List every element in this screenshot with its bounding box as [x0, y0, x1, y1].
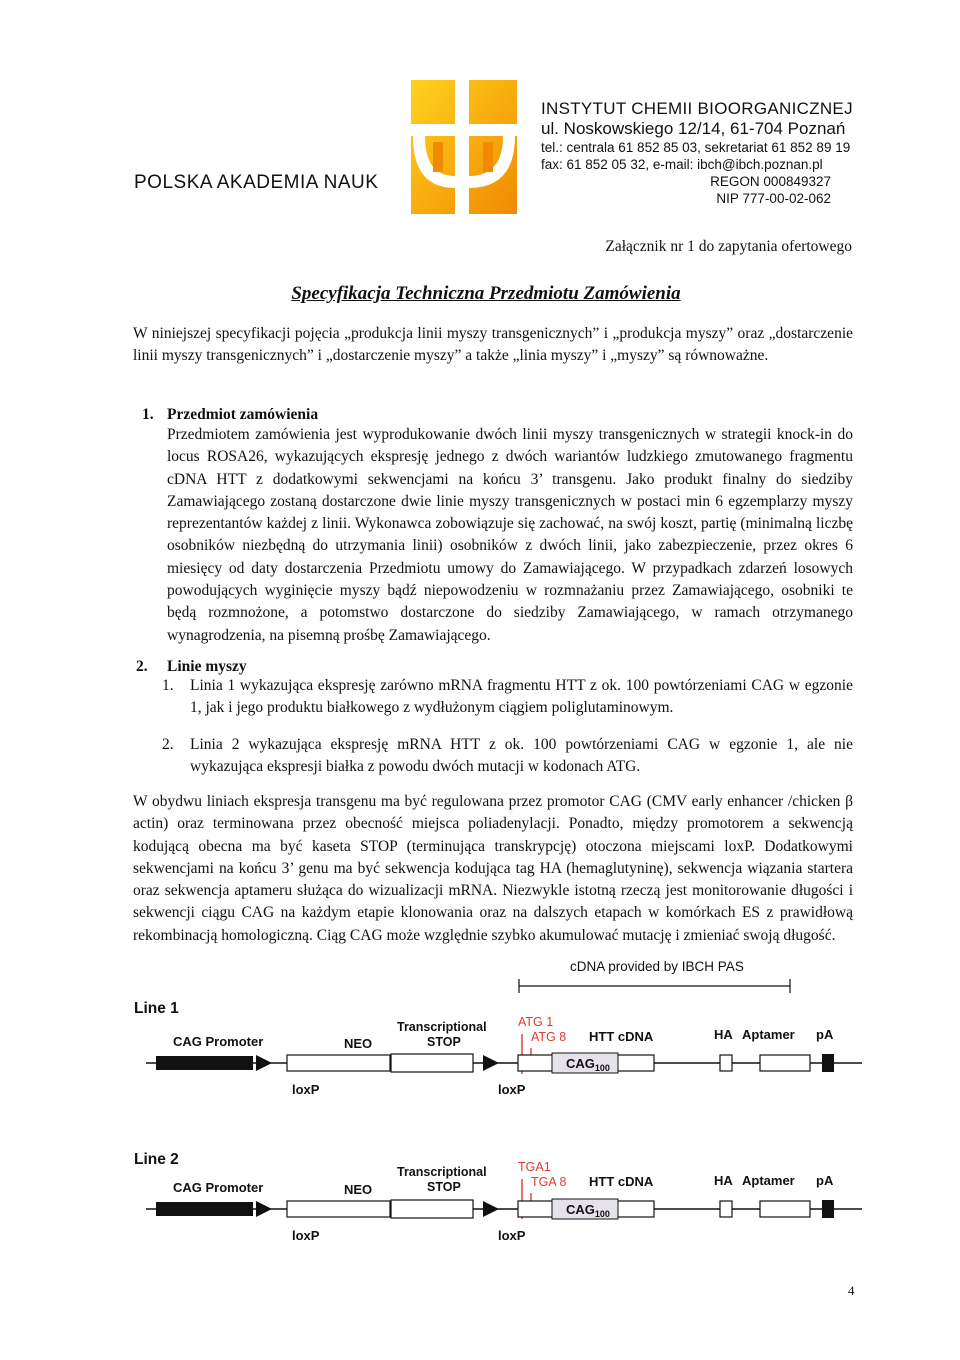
line1-htt-label: HTT cDNA	[589, 1029, 654, 1044]
cdna-label: cDNA provided by IBCH PAS	[570, 959, 744, 974]
line1-stop-label-2: STOP	[427, 1035, 461, 1049]
line1-neo-block	[287, 1055, 390, 1071]
line1-cag-promoter-label: CAG Promoter	[173, 1034, 264, 1049]
section1-heading: Przedmiot zamówienia	[167, 406, 319, 423]
line1-stop-label-1: Transcriptional	[397, 1020, 487, 1034]
line2-construct	[134, 1151, 862, 1243]
line1-cag-repeat-label: $CAG_{100}$	[566, 1056, 610, 1073]
section2-item2-number: 2.	[162, 736, 174, 753]
line2-loxp-left-label: loxP	[292, 1228, 320, 1243]
section2-item2-text: Linia 2 wykazująca ekspresję mRNA HTT z ok. 100 powtórzeniami CAG w egzonie 1, ale nie wykazująca ekspresji białka z powodu dwóch mutacji w kodonach ATG.	[190, 736, 853, 776]
line1-label: Line 1	[134, 1000, 179, 1017]
construct-diagram	[0, 950, 960, 1250]
line1-codon-a: ATG 1	[518, 1015, 554, 1029]
institute-name: INSTYTUT CHEMII BIOORGANICZNEJ	[541, 99, 853, 118]
line1-neo-label: NEO	[344, 1036, 373, 1051]
closing-paragraph: W obydwu liniach ekspresja transgenu ma być regulowana przez promotor CAG (CMV early enhancer /chicken β actin) oraz terminowana przez obecność miejsca poliadenylacji. Ponadto, między promotorem a sekwencją kodującą obecna ma być kaseta STOP (terminująca transkrypcję) otoczona miejscami loxP. Dodatkowymi sekwencjami na końcu 3’ genu ma być sekwencja kodująca tag HA (hemaglutyninę), sekwencja wiązania startera oraz sekwencja aptameru służąca do wizualizacji mRNA. Niezwykle istotną rzeczą jest monitorowanie długości i sekwencji ciągu CAG na każdym etapie klonowania oraz na dalszych etapach w komórkach ES z prawidłową rekombinacją homologiczną. Ciąg CAG może względnie szybko akumulować mutację i zmieniać swoją długość.	[133, 793, 853, 944]
line1-ha-label: HA	[714, 1027, 733, 1042]
line2-stop-label-1: Transcriptional	[397, 1165, 487, 1179]
intro-paragraph: W niniejszej specyfikacji pojęcia „produkcja linii myszy transgenicznych” i „produkcja myszy” oraz „dostarczenie linii myszy transgenicznych” i „dostarczenie myszy” a także „linia myszy” i „myszy” są równoważne.	[133, 325, 853, 365]
institute-logo	[411, 80, 517, 214]
line1-loxp-left-label: loxP	[292, 1082, 320, 1097]
line2-ha-label: HA	[714, 1173, 733, 1188]
institute-fax-email: fax: 61 852 05 32, e-mail: ibch@ibch.poznan.pl	[541, 157, 823, 172]
line1-aptamer-label: Aptamer	[742, 1027, 795, 1042]
section1-number: 1.	[142, 406, 154, 423]
line1-loxp-left-arrow	[256, 1055, 272, 1071]
section2-number: 2.	[136, 658, 148, 675]
line1-ha-block	[720, 1055, 732, 1071]
line2-loxp-left-arrow	[256, 1201, 272, 1217]
line1-pa-label: pA	[816, 1027, 834, 1042]
line1-stop-block	[391, 1054, 473, 1072]
line1-loxp-right-label: loxP	[498, 1082, 526, 1097]
line2-cag-promoter-block	[156, 1202, 253, 1216]
line2-pa-label: pA	[816, 1173, 834, 1188]
line2-neo-block	[287, 1201, 390, 1217]
line1-cag-promoter-block	[156, 1056, 253, 1070]
line2-codon-b: TGA 8	[531, 1175, 567, 1189]
section1-text: Przedmiotem zamówienia jest wyprodukowanie dwóch linii myszy transgenicznych w strategii knock-in do locus ROSA26, wykazujących ekspresję jednego z dwóch wariantów ludzkiego zmutowanego fragmentu cDNA HTT z dodatkowymi sekwencjami na końcu 3’ transgenu. Jako produkt finalny do siedziby Zamawiającego zostaną dostarczone dwie linie myszy transgenicznych w postaci min 6 egzemplarzy myszy reprezentantów każdej z linii. Wykonawca zobowiązuje się zachować, na swój koszt, partię (minimalną liczbę osobników niezbędną do utrzymania linii) osobników z dwóch linii, jako zabezpieczenie, przez okres 6 miesięcy od daty dostarczenia Przedmiotu umowy do Zamawiającego. W przypadkach zdarzeń losowych powodujących wyginięcie myszy bądź niepowodzeniu w rozmnażaniu przez Zamawiającego, osobniki te będą rozmnożone, a potomstwo dostarczone do siedziby Zamawiającego, w ramach otrzymanego wynagrodzenia, na pisemną prośbę Zamawiającego.	[167, 426, 853, 644]
line2-ha-block	[720, 1201, 732, 1217]
institute-address: ul. Noskowskiego 12/14, 61-704 Poznań	[541, 119, 846, 138]
line2-loxp-right-arrow	[483, 1201, 499, 1217]
line1-codon-b: ATG 8	[531, 1030, 567, 1044]
page-number: 4	[848, 1283, 855, 1298]
section2-heading: Linie myszy	[167, 658, 247, 675]
document-title: Specyfikacja Techniczna Przedmiotu Zamówienia	[291, 283, 681, 304]
line2-pa-block	[822, 1200, 834, 1218]
line2-stop-block	[391, 1200, 473, 1218]
institute-nip: NIP 777-00-02-062	[716, 191, 831, 206]
line2-aptamer-label: Aptamer	[742, 1173, 795, 1188]
institute-block	[541, 98, 853, 207]
institute-phone: tel.: centrala 61 852 85 03, sekretariat 61 852 89 19	[541, 140, 851, 155]
line1-aptamer-block	[760, 1055, 810, 1071]
attachment-note: Załącznik nr 1 do zapytania ofertowego	[605, 238, 852, 255]
line2-cag-repeat-label: $CAG_{100}$	[566, 1202, 610, 1219]
line2-neo-label: NEO	[344, 1182, 373, 1197]
line2-htt-label: HTT cDNA	[589, 1174, 654, 1189]
line2-loxp-right-label: loxP	[498, 1228, 526, 1243]
line2-label: Line 2	[134, 1151, 179, 1168]
line1-construct	[134, 1000, 862, 1097]
section2-item1-text: Linia 1 wykazująca ekspresję zarówno mRNA fragmentu HTT z ok. 100 powtórzeniami CAG w egzonie 1, jak i jego produktu białkowego z wydłużonym ciągiem poliglutaminowym.	[190, 677, 853, 717]
line2-cag-promoter-label: CAG Promoter	[173, 1180, 264, 1195]
line1-loxp-right-arrow	[483, 1055, 499, 1071]
academy-name: POLSKA AKADEMIA NAUK	[134, 172, 379, 193]
section2-item1-number: 1.	[162, 677, 174, 694]
line2-stop-label-2: STOP	[427, 1180, 461, 1194]
line2-aptamer-block	[760, 1201, 810, 1217]
institute-regon: REGON 000849327	[710, 174, 831, 189]
line1-pa-block	[822, 1054, 834, 1072]
line2-codon-a: TGA1	[518, 1160, 551, 1174]
